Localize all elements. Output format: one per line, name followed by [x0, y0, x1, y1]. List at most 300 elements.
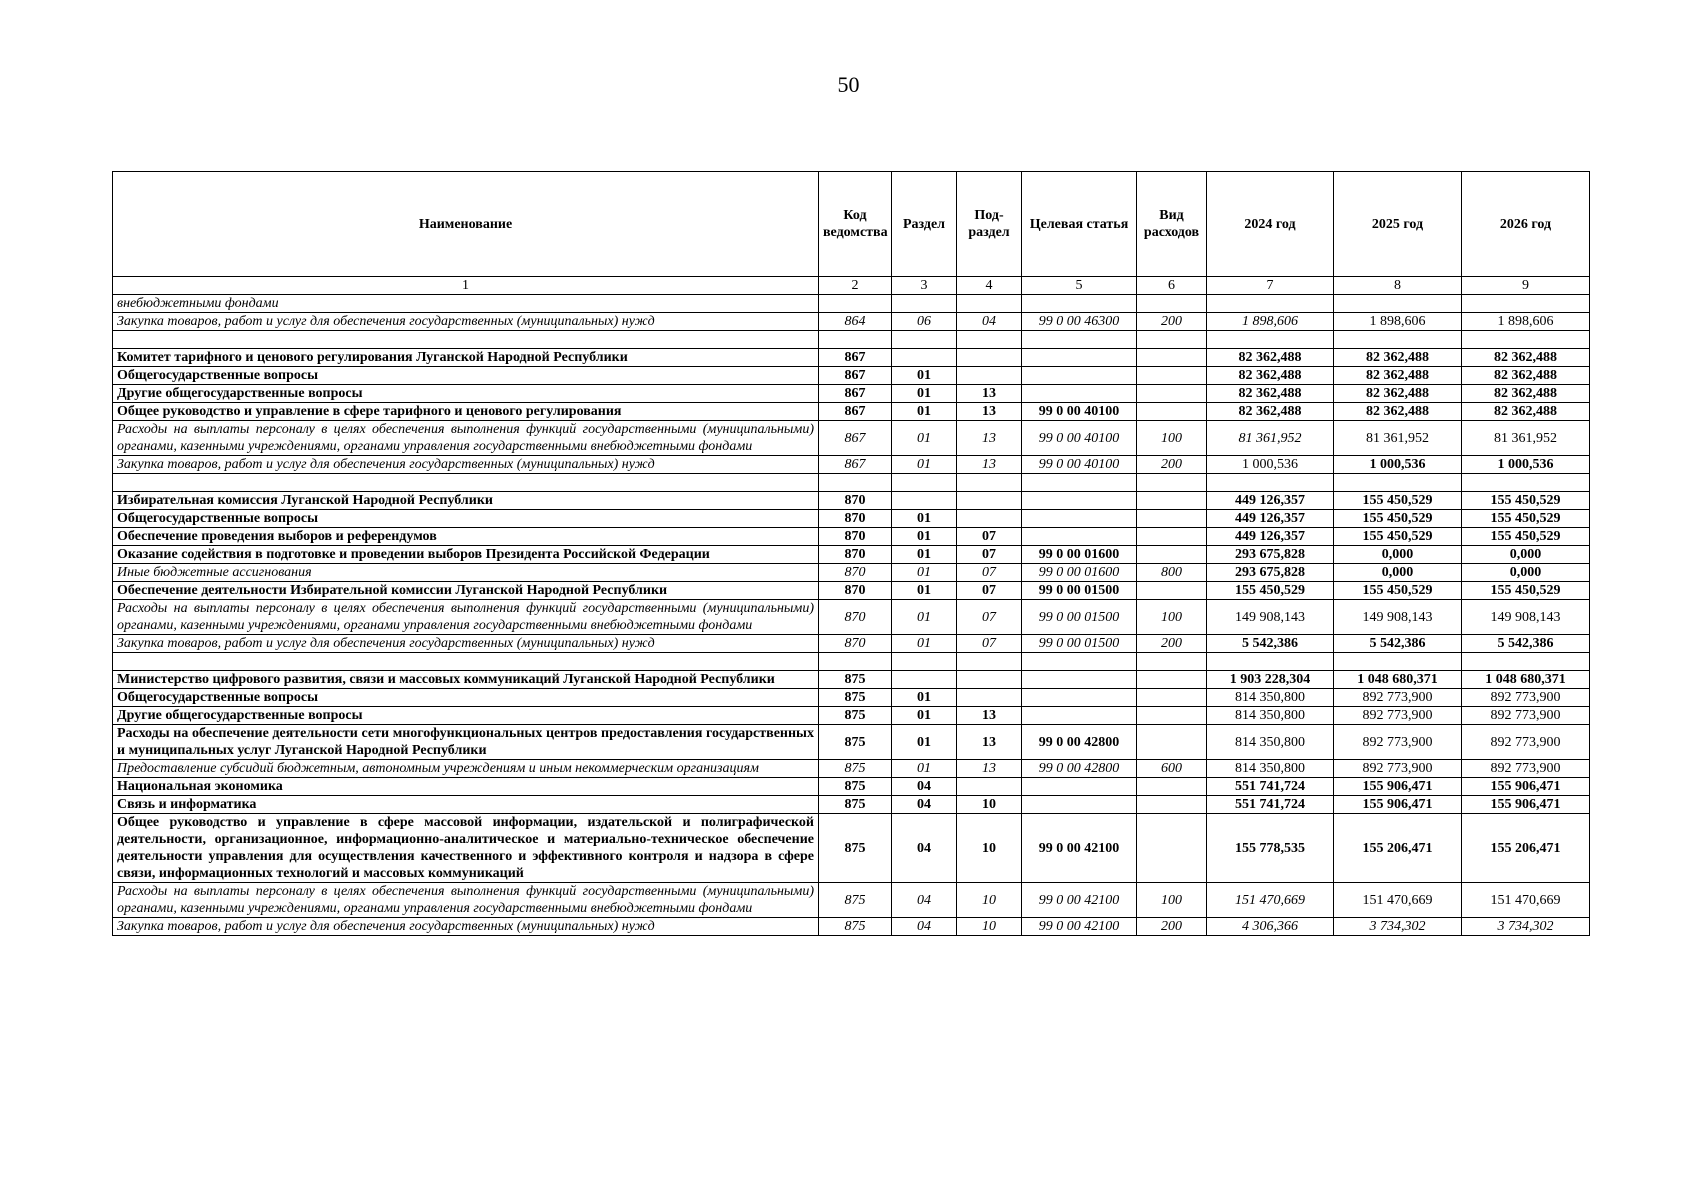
- row-amount-2024: 814 350,800: [1207, 760, 1334, 778]
- row-target-article: [1022, 528, 1137, 546]
- row-target-article: [1022, 492, 1137, 510]
- row-amount-2025: 82 362,488: [1334, 385, 1462, 403]
- table-row: [113, 313, 1590, 331]
- spacer-row: [113, 474, 1590, 492]
- row-target-article: 99 0 00 40100: [1022, 456, 1137, 474]
- row-amount-2026: 81 361,952: [1462, 421, 1590, 456]
- row-target-article: 99 0 00 01500: [1022, 600, 1137, 635]
- row-amount-2026: 151 470,669: [1462, 883, 1590, 918]
- row-subsection: 07: [957, 546, 1022, 564]
- row-amount-2024: 5 542,386: [1207, 635, 1334, 653]
- row-name: Другие общегосударственные вопросы: [113, 707, 819, 725]
- row-section: 04: [892, 883, 957, 918]
- row-name: Обеспечение деятельности Избирательной комиссии Луганской Народной Республики: [113, 582, 819, 600]
- row-name: Закупка товаров, работ и услуг для обеспечения государственных (муниципальных) нужд: [113, 635, 819, 653]
- row-amount-2024: 81 361,952: [1207, 421, 1334, 456]
- row-amount-2025: 82 362,488: [1334, 349, 1462, 367]
- row-name: Расходы на выплаты персоналу в целях обеспечения выполнения функций государственными (муниципальными) органами, казенными учреждениями, органами управления государственными внебюджетными фондами: [113, 600, 819, 635]
- row-section: [892, 671, 957, 689]
- row-department-code: 867: [819, 456, 892, 474]
- row-amount-2025: 82 362,488: [1334, 403, 1462, 421]
- row-amount-2025: 0,000: [1334, 546, 1462, 564]
- row-target-article: 99 0 00 40100: [1022, 421, 1137, 456]
- table-row: [113, 349, 1590, 367]
- row-section: [892, 349, 957, 367]
- row-section: 04: [892, 814, 957, 883]
- row-section: 01: [892, 564, 957, 582]
- row-name: Другие общегосударственные вопросы: [113, 385, 819, 403]
- empty-cell: [1462, 331, 1590, 349]
- row-section: 06: [892, 313, 957, 331]
- row-expense-type: 200: [1137, 456, 1207, 474]
- row-target-article: [1022, 707, 1137, 725]
- row-amount-2024: 1 898,606: [1207, 313, 1334, 331]
- row-amount-2026: 82 362,488: [1462, 385, 1590, 403]
- row-expense-type: [1137, 814, 1207, 883]
- row-department-code: 875: [819, 707, 892, 725]
- row-name: Общее руководство и управление в сфере тарифного и ценового регулирования: [113, 403, 819, 421]
- row-amount-2026: 0,000: [1462, 546, 1590, 564]
- row-amount-2024: 449 126,357: [1207, 510, 1334, 528]
- row-amount-2026: 155 906,471: [1462, 778, 1590, 796]
- table-row: [113, 367, 1590, 385]
- empty-cell: [957, 331, 1022, 349]
- row-amount-2025: 149 908,143: [1334, 600, 1462, 635]
- row-target-article: 99 0 00 01600: [1022, 564, 1137, 582]
- row-department-code: 875: [819, 760, 892, 778]
- row-section: [892, 295, 957, 313]
- row-amount-2024: 4 306,366: [1207, 918, 1334, 936]
- row-section: 01: [892, 707, 957, 725]
- row-amount-2024: 1 000,536: [1207, 456, 1334, 474]
- row-department-code: 870: [819, 510, 892, 528]
- row-amount-2024: 82 362,488: [1207, 403, 1334, 421]
- header-target-article: Целевая статья: [1022, 172, 1137, 277]
- row-amount-2026: 892 773,900: [1462, 760, 1590, 778]
- row-department-code: 867: [819, 367, 892, 385]
- row-name: Национальная экономика: [113, 778, 819, 796]
- row-department-code: 875: [819, 814, 892, 883]
- row-department-code: 875: [819, 796, 892, 814]
- table-row: [113, 385, 1590, 403]
- empty-cell: [957, 653, 1022, 671]
- row-amount-2026: 149 908,143: [1462, 600, 1590, 635]
- row-amount-2025: 155 906,471: [1334, 778, 1462, 796]
- column-number: 1: [113, 277, 819, 295]
- empty-cell: [892, 653, 957, 671]
- row-expense-type: 100: [1137, 600, 1207, 635]
- row-name: Общегосударственные вопросы: [113, 367, 819, 385]
- row-name: Расходы на выплаты персоналу в целях обеспечения выполнения функций государственными (муниципальными) органами, казенными учреждениями, органами управления государственными внебюджетными фондами: [113, 421, 819, 456]
- row-amount-2026: 155 450,529: [1462, 582, 1590, 600]
- empty-cell: [1462, 653, 1590, 671]
- row-section: 01: [892, 528, 957, 546]
- row-section: 01: [892, 635, 957, 653]
- row-section: 04: [892, 796, 957, 814]
- row-expense-type: 800: [1137, 564, 1207, 582]
- row-amount-2026: 1 048 680,371: [1462, 671, 1590, 689]
- row-section: 01: [892, 456, 957, 474]
- row-name: Расходы на выплаты персоналу в целях обеспечения выполнения функций государственными (муниципальными) органами, казенными учреждениями, органами управления государственными внебюджетными фондами: [113, 883, 819, 918]
- header-row: [113, 172, 1590, 277]
- row-amount-2025: 151 470,669: [1334, 883, 1462, 918]
- row-name: Закупка товаров, работ и услуг для обеспечения государственных (муниципальных) нужд: [113, 918, 819, 936]
- table-row: [113, 760, 1590, 778]
- row-expense-type: [1137, 492, 1207, 510]
- row-name: Общегосударственные вопросы: [113, 510, 819, 528]
- row-amount-2026: 5 542,386: [1462, 635, 1590, 653]
- row-amount-2024: 155 450,529: [1207, 582, 1334, 600]
- row-target-article: 99 0 00 42800: [1022, 760, 1137, 778]
- row-amount-2025: 81 361,952: [1334, 421, 1462, 456]
- row-amount-2024: 151 470,669: [1207, 883, 1334, 918]
- row-amount-2026: 892 773,900: [1462, 725, 1590, 760]
- empty-cell: [1022, 474, 1137, 492]
- row-subsection: [957, 492, 1022, 510]
- row-department-code: 875: [819, 918, 892, 936]
- header-expense-type: Вид расходов: [1137, 172, 1207, 277]
- row-subsection: 10: [957, 883, 1022, 918]
- row-amount-2026: 155 450,529: [1462, 510, 1590, 528]
- row-name: Предоставление субсидий бюджетным, автономным учреждениям и иным некоммерческим организациям: [113, 760, 819, 778]
- row-subsection: [957, 778, 1022, 796]
- row-section: 01: [892, 582, 957, 600]
- row-department-code: 870: [819, 600, 892, 635]
- table-row: [113, 814, 1590, 883]
- empty-cell: [957, 474, 1022, 492]
- row-expense-type: 200: [1137, 918, 1207, 936]
- row-amount-2024: 149 908,143: [1207, 600, 1334, 635]
- header-2026: 2026 год: [1462, 172, 1590, 277]
- row-section: 04: [892, 918, 957, 936]
- row-expense-type: [1137, 385, 1207, 403]
- row-target-article: 99 0 00 01500: [1022, 635, 1137, 653]
- row-target-article: 99 0 00 01600: [1022, 546, 1137, 564]
- row-target-article: 99 0 00 01500: [1022, 582, 1137, 600]
- column-number: 8: [1334, 277, 1462, 295]
- row-target-article: 99 0 00 42100: [1022, 883, 1137, 918]
- row-amount-2025: 1 000,536: [1334, 456, 1462, 474]
- row-subsection: 07: [957, 635, 1022, 653]
- table-row: [113, 456, 1590, 474]
- row-amount-2024: 82 362,488: [1207, 367, 1334, 385]
- row-amount-2024: 293 675,828: [1207, 564, 1334, 582]
- row-subsection: 13: [957, 456, 1022, 474]
- row-target-article: 99 0 00 42100: [1022, 918, 1137, 936]
- row-department-code: [819, 295, 892, 313]
- column-number: 2: [819, 277, 892, 295]
- table-row: [113, 492, 1590, 510]
- row-subsection: 07: [957, 582, 1022, 600]
- row-name: Закупка товаров, работ и услуг для обеспечения государственных (муниципальных) нужд: [113, 313, 819, 331]
- row-amount-2026: 1 000,536: [1462, 456, 1590, 474]
- table-row: [113, 403, 1590, 421]
- row-section: 01: [892, 510, 957, 528]
- row-target-article: [1022, 796, 1137, 814]
- row-department-code: 867: [819, 403, 892, 421]
- row-department-code: 875: [819, 883, 892, 918]
- row-expense-type: 600: [1137, 760, 1207, 778]
- row-amount-2025: 155 450,529: [1334, 582, 1462, 600]
- row-section: 01: [892, 367, 957, 385]
- row-amount-2026: 892 773,900: [1462, 707, 1590, 725]
- row-name: Обеспечение проведения выборов и референдумов: [113, 528, 819, 546]
- row-subsection: 13: [957, 403, 1022, 421]
- row-department-code: 875: [819, 778, 892, 796]
- empty-cell: [1207, 331, 1334, 349]
- row-subsection: 07: [957, 600, 1022, 635]
- column-number: 4: [957, 277, 1022, 295]
- column-number: 3: [892, 277, 957, 295]
- row-section: 01: [892, 689, 957, 707]
- row-department-code: 864: [819, 313, 892, 331]
- row-amount-2026: 892 773,900: [1462, 689, 1590, 707]
- column-number: 6: [1137, 277, 1207, 295]
- table-row: [113, 796, 1590, 814]
- row-subsection: 13: [957, 421, 1022, 456]
- empty-cell: [1207, 653, 1334, 671]
- row-amount-2026: 82 362,488: [1462, 403, 1590, 421]
- row-amount-2026: 155 450,529: [1462, 528, 1590, 546]
- row-amount-2025: 155 450,529: [1334, 528, 1462, 546]
- table-row: [113, 918, 1590, 936]
- row-section: 01: [892, 600, 957, 635]
- row-subsection: 13: [957, 707, 1022, 725]
- table-row: [113, 582, 1590, 600]
- row-name: Комитет тарифного и ценового регулирования Луганской Народной Республики: [113, 349, 819, 367]
- row-amount-2025: 892 773,900: [1334, 725, 1462, 760]
- row-section: 04: [892, 778, 957, 796]
- empty-cell: [1334, 331, 1462, 349]
- row-expense-type: [1137, 707, 1207, 725]
- row-subsection: 07: [957, 528, 1022, 546]
- spacer-row: [113, 653, 1590, 671]
- row-department-code: 870: [819, 546, 892, 564]
- row-target-article: 99 0 00 42800: [1022, 725, 1137, 760]
- row-expense-type: [1137, 778, 1207, 796]
- row-subsection: [957, 689, 1022, 707]
- empty-cell: [1022, 653, 1137, 671]
- row-subsection: [957, 510, 1022, 528]
- row-target-article: [1022, 689, 1137, 707]
- row-subsection: 13: [957, 385, 1022, 403]
- row-subsection: [957, 349, 1022, 367]
- row-amount-2025: 0,000: [1334, 564, 1462, 582]
- row-name: Министерство цифрового развития, связи и массовых коммуникаций Луганской Народной Республики: [113, 671, 819, 689]
- table-row: [113, 778, 1590, 796]
- row-department-code: 870: [819, 528, 892, 546]
- empty-cell: [113, 474, 819, 492]
- row-expense-type: [1137, 689, 1207, 707]
- row-expense-type: [1137, 725, 1207, 760]
- row-amount-2025: 892 773,900: [1334, 707, 1462, 725]
- row-amount-2026: 155 450,529: [1462, 492, 1590, 510]
- row-target-article: [1022, 295, 1137, 313]
- table-row: [113, 600, 1590, 635]
- empty-cell: [1137, 653, 1207, 671]
- row-subsection: 13: [957, 760, 1022, 778]
- row-expense-type: [1137, 349, 1207, 367]
- row-amount-2026: 82 362,488: [1462, 367, 1590, 385]
- row-section: 01: [892, 421, 957, 456]
- row-name: Иные бюджетные ассигнования: [113, 564, 819, 582]
- column-number: 7: [1207, 277, 1334, 295]
- empty-cell: [113, 653, 819, 671]
- header-name: Наименование: [113, 172, 819, 277]
- row-name: Общее руководство и управление в сфере массовой информации, издательской и полиграфической деятельности, организационное, информационно-аналитическое и материально-техническое обеспечение деятельности управления для осуществления качественного и эффективного контроля и надзора в сфере связи, информационных технологий и массовых коммуникаций: [113, 814, 819, 883]
- table-row: [113, 689, 1590, 707]
- row-expense-type: 100: [1137, 883, 1207, 918]
- row-target-article: [1022, 367, 1137, 385]
- empty-cell: [1334, 474, 1462, 492]
- empty-cell: [892, 474, 957, 492]
- header-code: Код ведомства: [819, 172, 892, 277]
- row-section: 01: [892, 725, 957, 760]
- row-target-article: 99 0 00 40100: [1022, 403, 1137, 421]
- empty-cell: [819, 331, 892, 349]
- row-amount-2025: 155 206,471: [1334, 814, 1462, 883]
- table-row: [113, 421, 1590, 456]
- header-2025: 2025 год: [1334, 172, 1462, 277]
- row-amount-2024: 293 675,828: [1207, 546, 1334, 564]
- row-amount-2026: [1462, 295, 1590, 313]
- row-department-code: 867: [819, 349, 892, 367]
- row-name: Избирательная комиссия Луганской Народной Республики: [113, 492, 819, 510]
- row-department-code: 875: [819, 689, 892, 707]
- row-amount-2026: 1 898,606: [1462, 313, 1590, 331]
- row-amount-2026: 155 906,471: [1462, 796, 1590, 814]
- row-name: Оказание содействия в подготовке и проведении выборов Президента Российской Федерации: [113, 546, 819, 564]
- empty-cell: [113, 331, 819, 349]
- table-row: [113, 528, 1590, 546]
- row-amount-2025: 3 734,302: [1334, 918, 1462, 936]
- row-amount-2024: 449 126,357: [1207, 528, 1334, 546]
- table-row: [113, 883, 1590, 918]
- row-expense-type: 200: [1137, 313, 1207, 331]
- row-amount-2025: 1 048 680,371: [1334, 671, 1462, 689]
- table-row: [113, 546, 1590, 564]
- row-subsection: 07: [957, 564, 1022, 582]
- row-section: [892, 492, 957, 510]
- page-number: 50: [837, 72, 860, 97]
- row-section: 01: [892, 403, 957, 421]
- row-expense-type: 200: [1137, 635, 1207, 653]
- row-amount-2024: [1207, 295, 1334, 313]
- empty-cell: [1207, 474, 1334, 492]
- budget-table: [112, 171, 1590, 936]
- row-target-article: [1022, 778, 1137, 796]
- row-target-article: [1022, 349, 1137, 367]
- table-row: [113, 671, 1590, 689]
- row-expense-type: [1137, 403, 1207, 421]
- row-target-article: [1022, 510, 1137, 528]
- row-amount-2024: 1 903 228,304: [1207, 671, 1334, 689]
- row-amount-2025: 1 898,606: [1334, 313, 1462, 331]
- row-amount-2026: 3 734,302: [1462, 918, 1590, 936]
- row-target-article: [1022, 385, 1137, 403]
- row-subsection: 04: [957, 313, 1022, 331]
- header-section: Раздел: [892, 172, 957, 277]
- row-subsection: 10: [957, 796, 1022, 814]
- empty-cell: [819, 653, 892, 671]
- row-expense-type: [1137, 510, 1207, 528]
- row-department-code: 875: [819, 671, 892, 689]
- row-amount-2025: 892 773,900: [1334, 760, 1462, 778]
- table-row: [113, 707, 1590, 725]
- header-subsection: Под-раздел: [957, 172, 1022, 277]
- row-expense-type: [1137, 671, 1207, 689]
- row-name: Общегосударственные вопросы: [113, 689, 819, 707]
- row-subsection: [957, 671, 1022, 689]
- row-amount-2024: 551 741,724: [1207, 778, 1334, 796]
- empty-cell: [1022, 331, 1137, 349]
- row-target-article: [1022, 671, 1137, 689]
- empty-cell: [892, 331, 957, 349]
- row-amount-2025: 5 542,386: [1334, 635, 1462, 653]
- row-amount-2025: 155 450,529: [1334, 492, 1462, 510]
- row-name: Расходы на обеспечение деятельности сети многофункциональных центров предоставления государственных и муниципальных услуг Луганской Народной Республики: [113, 725, 819, 760]
- table-row: [113, 725, 1590, 760]
- empty-cell: [1462, 474, 1590, 492]
- row-amount-2024: 814 350,800: [1207, 689, 1334, 707]
- row-expense-type: [1137, 528, 1207, 546]
- row-department-code: 870: [819, 492, 892, 510]
- row-amount-2024: 82 362,488: [1207, 349, 1334, 367]
- row-amount-2024: 814 350,800: [1207, 725, 1334, 760]
- row-amount-2024: 551 741,724: [1207, 796, 1334, 814]
- row-subsection: 10: [957, 918, 1022, 936]
- empty-cell: [1137, 474, 1207, 492]
- table-row: [113, 635, 1590, 653]
- row-expense-type: [1137, 367, 1207, 385]
- empty-cell: [1137, 331, 1207, 349]
- row-section: 01: [892, 546, 957, 564]
- row-expense-type: [1137, 796, 1207, 814]
- row-section: 01: [892, 760, 957, 778]
- row-name: внебюджетными фондами: [113, 295, 819, 313]
- row-department-code: 875: [819, 725, 892, 760]
- row-amount-2024: 155 778,535: [1207, 814, 1334, 883]
- row-target-article: 99 0 00 42100: [1022, 814, 1137, 883]
- row-amount-2024: 449 126,357: [1207, 492, 1334, 510]
- table-row: [113, 510, 1590, 528]
- row-subsection: [957, 295, 1022, 313]
- row-expense-type: [1137, 582, 1207, 600]
- row-expense-type: [1137, 546, 1207, 564]
- row-target-article: 99 0 00 46300: [1022, 313, 1137, 331]
- column-number: 5: [1022, 277, 1137, 295]
- row-department-code: 870: [819, 564, 892, 582]
- row-amount-2025: 892 773,900: [1334, 689, 1462, 707]
- row-department-code: 867: [819, 385, 892, 403]
- row-amount-2024: 82 362,488: [1207, 385, 1334, 403]
- empty-cell: [1334, 653, 1462, 671]
- empty-cell: [819, 474, 892, 492]
- header-2024: 2024 год: [1207, 172, 1334, 277]
- row-amount-2026: 155 206,471: [1462, 814, 1590, 883]
- row-amount-2025: [1334, 295, 1462, 313]
- row-name: Связь и информатика: [113, 796, 819, 814]
- column-number: 9: [1462, 277, 1590, 295]
- table-row: [113, 564, 1590, 582]
- column-number-row: [113, 277, 1590, 295]
- row-amount-2026: 0,000: [1462, 564, 1590, 582]
- row-amount-2026: 82 362,488: [1462, 349, 1590, 367]
- spacer-row: [113, 331, 1590, 349]
- row-subsection: 13: [957, 725, 1022, 760]
- row-department-code: 867: [819, 421, 892, 456]
- row-subsection: 10: [957, 814, 1022, 883]
